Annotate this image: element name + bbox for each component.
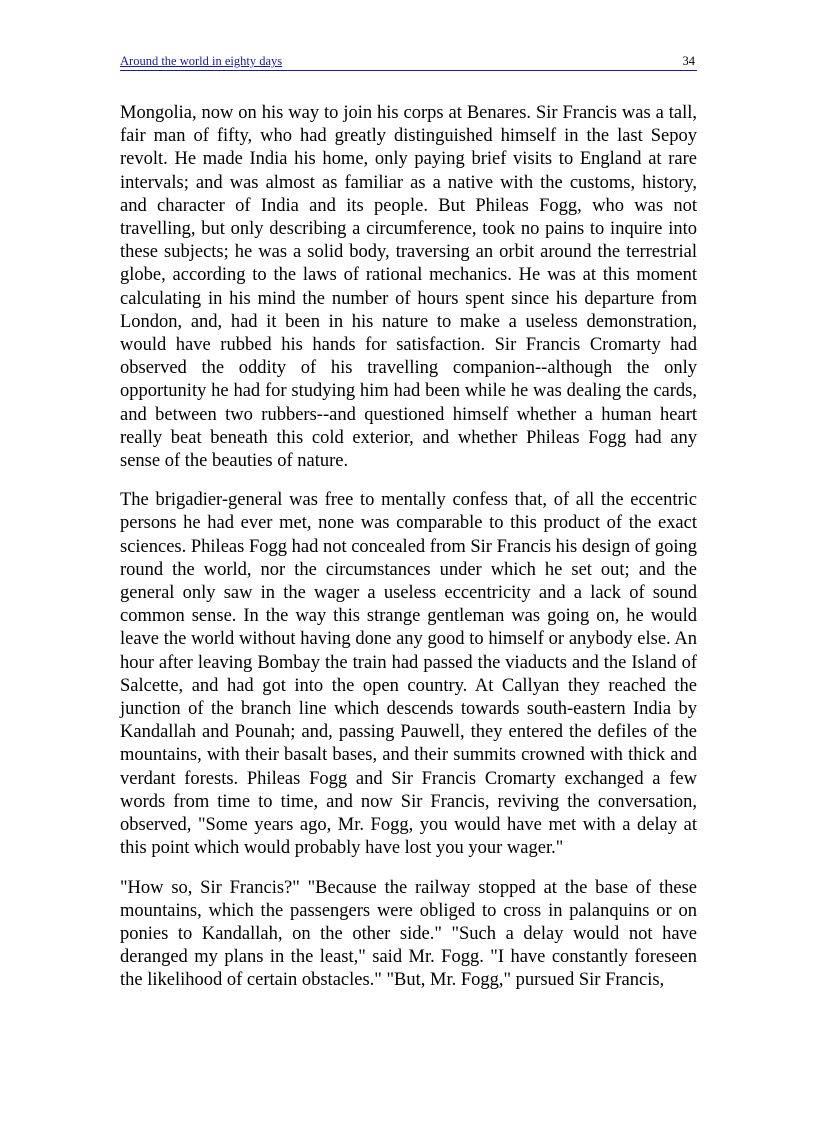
paragraph-2: The brigadier-general was free to mentally confess that, of all the eccentric persons he had ever met, none was comparable to this product of the exact sciences. Phileas Fogg had not concealed from Sir Francis his design of going round the world, nor the circumstances under which he set out; and the general only saw in the wager a useless eccentricity and a lack of sound common sense. In the way this strange gentleman was going on, he would leave the world without having done any good to himself or anybody else. An hour after leaving Bombay the train had passed the viaducts and the Island of Salcette, and had got into the open country. At Callyan they reached the junction of the branch line which descends towards south-eastern India by Kandallah and Pounah; and, passing Pauwell, they entered the defiles of the mountains, with their basalt bases, and their summits crowned with thick and verdant forests. Phileas Fogg and Sir Francis Cromarty exchanged a few words from time to time, and now Sir Francis, reviving the conversation, observed, "Some years ago, Mr. Fogg, you would have met with a delay at this point which would probably have lost you your wager." [120, 490, 697, 859]
running-header-title: Around the world in eighty days [120, 54, 283, 68]
paragraph-3: "How so, Sir Francis?" "Because the railway stopped at the base of these mountains, which the passengers were obliged to cross in palanquins or on ponies to Kandallah, on the other side." "Such a delay would not have deranged my plans in the least," said Mr. Fogg. "I have constantly foreseen the likelihood of certain obstacles." "But, Mr. Fogg," pursued Sir Francis, [120, 877, 697, 991]
running-header [120, 54, 697, 71]
paragraph-1: Mongolia, now on his way to join his corps at Benares. Sir Francis was a tall, fair man of fifty, who had greatly distinguished himself in the last Sepoy revolt. He made India his home, only paying brief visits to England at rare intervals; and was almost as familiar as a native with the customs, history, and character of India and its people. But Phileas Fogg, who was not travelling, but only describing a circumference, took no pains to inquire into these subjects; he was a solid body, traversing an orbit around the terrestrial globe, according to the laws of rational mechanics. He was at this moment calculating in his mind the number of hours spent since his departure from London, and, had it been in his nature to make a useless demonstration, would have rubbed his hands for satisfaction. Sir Francis Cromarty had observed the oddity of his travelling companion--although the only opportunity he had for studying him had been while he was dealing the cards, and between two rubbers--and questioned himself whether a human heart really beat beneath this cold exterior, and whether Phileas Fogg had any sense of the beauties of nature. [120, 103, 697, 472]
page-body [120, 102, 697, 1009]
page-number: 34 [682, 54, 695, 68]
